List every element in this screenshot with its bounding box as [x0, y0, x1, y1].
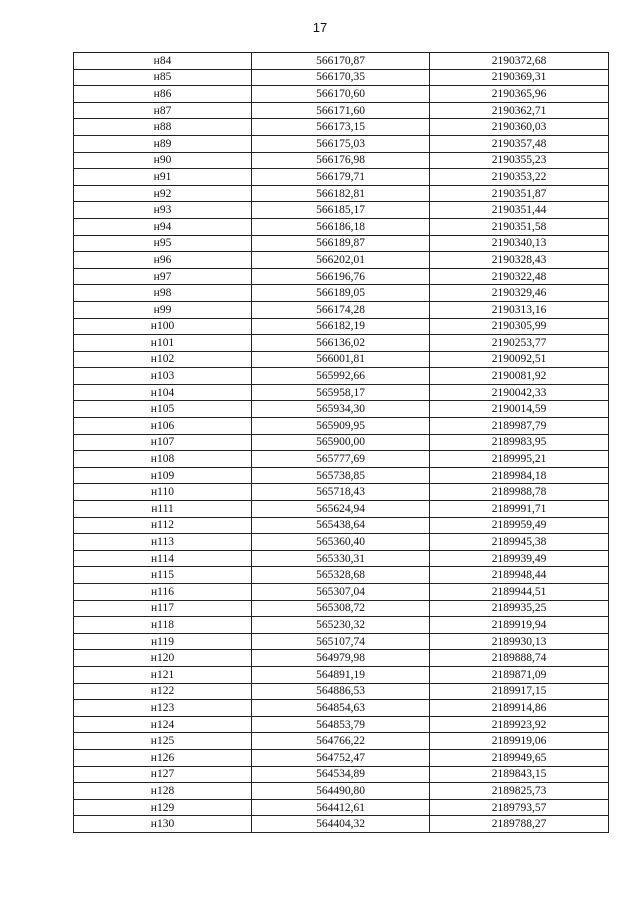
x-coordinate-cell: 566173,15 [252, 119, 430, 136]
table-row [74, 633, 609, 650]
point-id-cell: н126 [74, 749, 252, 766]
y-coordinate-cell: 2189949,65 [430, 749, 609, 766]
coordinates-table-body [74, 53, 609, 833]
table-row [74, 584, 609, 601]
y-coordinate-cell: 2190329,46 [430, 285, 609, 302]
y-coordinate-cell: 2189871,09 [430, 666, 609, 683]
point-id-cell: н121 [74, 666, 252, 683]
y-coordinate-cell: 2190328,43 [430, 252, 609, 269]
table-row [74, 368, 609, 385]
x-coordinate-cell: 566186,18 [252, 218, 430, 235]
y-coordinate-cell: 2189923,92 [430, 716, 609, 733]
point-id-cell: н122 [74, 683, 252, 700]
table-row [74, 617, 609, 634]
y-coordinate-cell: 2190305,99 [430, 318, 609, 335]
table-row [74, 733, 609, 750]
x-coordinate-cell: 564886,53 [252, 683, 430, 700]
point-id-cell: н90 [74, 152, 252, 169]
y-coordinate-cell: 2189930,13 [430, 633, 609, 650]
table-row [74, 152, 609, 169]
point-id-cell: н127 [74, 766, 252, 783]
x-coordinate-cell: 566171,60 [252, 102, 430, 119]
y-coordinate-cell: 2189945,38 [430, 534, 609, 551]
point-id-cell: н109 [74, 467, 252, 484]
table-row [74, 650, 609, 667]
x-coordinate-cell: 564490,80 [252, 783, 430, 800]
table-row [74, 235, 609, 252]
y-coordinate-cell: 2190362,71 [430, 102, 609, 119]
point-id-cell: н103 [74, 368, 252, 385]
x-coordinate-cell: 566001,81 [252, 351, 430, 368]
x-coordinate-cell: 566179,71 [252, 169, 430, 186]
point-id-cell: н87 [74, 102, 252, 119]
x-coordinate-cell: 564854,63 [252, 700, 430, 717]
table-row [74, 783, 609, 800]
y-coordinate-cell: 2189843,15 [430, 766, 609, 783]
point-id-cell: н107 [74, 434, 252, 451]
point-id-cell: н102 [74, 351, 252, 368]
y-coordinate-cell: 2189917,15 [430, 683, 609, 700]
x-coordinate-cell: 565230,32 [252, 617, 430, 634]
point-id-cell: н115 [74, 567, 252, 584]
x-coordinate-cell: 565958,17 [252, 384, 430, 401]
table-row [74, 351, 609, 368]
point-id-cell: н123 [74, 700, 252, 717]
x-coordinate-cell: 564891,19 [252, 666, 430, 683]
table-row [74, 600, 609, 617]
table-row [74, 301, 609, 318]
x-coordinate-cell: 565718,43 [252, 484, 430, 501]
x-coordinate-cell: 566185,17 [252, 202, 430, 219]
y-coordinate-cell: 2189788,27 [430, 816, 609, 833]
x-coordinate-cell: 565934,30 [252, 401, 430, 418]
x-coordinate-cell: 565624,94 [252, 501, 430, 518]
y-coordinate-cell: 2189939,49 [430, 550, 609, 567]
x-coordinate-cell: 566175,03 [252, 135, 430, 152]
x-coordinate-cell: 565738,85 [252, 467, 430, 484]
point-id-cell: н100 [74, 318, 252, 335]
table-row [74, 550, 609, 567]
y-coordinate-cell: 2189914,86 [430, 700, 609, 717]
point-id-cell: н89 [74, 135, 252, 152]
y-coordinate-cell: 2190355,23 [430, 152, 609, 169]
y-coordinate-cell: 2190372,68 [430, 53, 609, 70]
table-row [74, 268, 609, 285]
table-row [74, 119, 609, 136]
x-coordinate-cell: 566189,05 [252, 285, 430, 302]
y-coordinate-cell: 2190253,77 [430, 335, 609, 352]
point-id-cell: н129 [74, 799, 252, 816]
y-coordinate-cell: 2190313,16 [430, 301, 609, 318]
y-coordinate-cell: 2190014,59 [430, 401, 609, 418]
y-coordinate-cell: 2189944,51 [430, 584, 609, 601]
point-id-cell: н106 [74, 418, 252, 435]
point-id-cell: н101 [74, 335, 252, 352]
point-id-cell: н99 [74, 301, 252, 318]
point-id-cell: н110 [74, 484, 252, 501]
y-coordinate-cell: 2190365,96 [430, 86, 609, 103]
coordinates-table [73, 52, 609, 833]
x-coordinate-cell: 565438,64 [252, 517, 430, 534]
table-row [74, 202, 609, 219]
table-row [74, 816, 609, 833]
x-coordinate-cell: 565330,31 [252, 550, 430, 567]
y-coordinate-cell: 2189888,74 [430, 650, 609, 667]
table-row [74, 53, 609, 70]
point-id-cell: н108 [74, 451, 252, 468]
y-coordinate-cell: 2189959,49 [430, 517, 609, 534]
x-coordinate-cell: 566182,81 [252, 185, 430, 202]
y-coordinate-cell: 2190092,51 [430, 351, 609, 368]
y-coordinate-cell: 2189948,44 [430, 567, 609, 584]
point-id-cell: н95 [74, 235, 252, 252]
x-coordinate-cell: 564766,22 [252, 733, 430, 750]
y-coordinate-cell: 2190340,13 [430, 235, 609, 252]
point-id-cell: н128 [74, 783, 252, 800]
point-id-cell: н105 [74, 401, 252, 418]
y-coordinate-cell: 2190042,33 [430, 384, 609, 401]
x-coordinate-cell: 564979,98 [252, 650, 430, 667]
table-row [74, 567, 609, 584]
point-id-cell: н111 [74, 501, 252, 518]
x-coordinate-cell: 566196,76 [252, 268, 430, 285]
table-row [74, 534, 609, 551]
table-row [74, 318, 609, 335]
x-coordinate-cell: 565777,69 [252, 451, 430, 468]
table-row [74, 185, 609, 202]
y-coordinate-cell: 2189988,78 [430, 484, 609, 501]
table-row [74, 451, 609, 468]
y-coordinate-cell: 2190369,31 [430, 69, 609, 86]
x-coordinate-cell: 566170,87 [252, 53, 430, 70]
x-coordinate-cell: 566176,98 [252, 152, 430, 169]
y-coordinate-cell: 2189987,79 [430, 418, 609, 435]
y-coordinate-cell: 2189935,25 [430, 600, 609, 617]
x-coordinate-cell: 566170,35 [252, 69, 430, 86]
point-id-cell: н94 [74, 218, 252, 235]
table-row [74, 683, 609, 700]
table-row [74, 484, 609, 501]
y-coordinate-cell: 2189919,94 [430, 617, 609, 634]
point-id-cell: н117 [74, 600, 252, 617]
y-coordinate-cell: 2190081,92 [430, 368, 609, 385]
point-id-cell: н97 [74, 268, 252, 285]
table-row [74, 501, 609, 518]
x-coordinate-cell: 566170,60 [252, 86, 430, 103]
table-row [74, 418, 609, 435]
x-coordinate-cell: 565307,04 [252, 584, 430, 601]
y-coordinate-cell: 2189825,73 [430, 783, 609, 800]
point-id-cell: н114 [74, 550, 252, 567]
table-row [74, 666, 609, 683]
y-coordinate-cell: 2189995,21 [430, 451, 609, 468]
point-id-cell: н86 [74, 86, 252, 103]
y-coordinate-cell: 2189983,95 [430, 434, 609, 451]
table-row [74, 102, 609, 119]
table-row [74, 766, 609, 783]
x-coordinate-cell: 565107,74 [252, 633, 430, 650]
point-id-cell: н85 [74, 69, 252, 86]
x-coordinate-cell: 564404,32 [252, 816, 430, 833]
table-row [74, 517, 609, 534]
table-row [74, 799, 609, 816]
x-coordinate-cell: 564853,79 [252, 716, 430, 733]
table-row [74, 384, 609, 401]
x-coordinate-cell: 565360,40 [252, 534, 430, 551]
point-id-cell: н91 [74, 169, 252, 186]
point-id-cell: н125 [74, 733, 252, 750]
table-row [74, 467, 609, 484]
table-row [74, 434, 609, 451]
y-coordinate-cell: 2189919,06 [430, 733, 609, 750]
x-coordinate-cell: 566182,19 [252, 318, 430, 335]
x-coordinate-cell: 565308,72 [252, 600, 430, 617]
table-row [74, 401, 609, 418]
y-coordinate-cell: 2190322,48 [430, 268, 609, 285]
y-coordinate-cell: 2190351,87 [430, 185, 609, 202]
table-row [74, 700, 609, 717]
point-id-cell: н124 [74, 716, 252, 733]
table-row [74, 218, 609, 235]
x-coordinate-cell: 564752,47 [252, 749, 430, 766]
x-coordinate-cell: 565992,66 [252, 368, 430, 385]
x-coordinate-cell: 566202,01 [252, 252, 430, 269]
y-coordinate-cell: 2190351,44 [430, 202, 609, 219]
table-row [74, 135, 609, 152]
point-id-cell: н98 [74, 285, 252, 302]
point-id-cell: н113 [74, 534, 252, 551]
table-row [74, 335, 609, 352]
x-coordinate-cell: 566189,87 [252, 235, 430, 252]
y-coordinate-cell: 2190360,03 [430, 119, 609, 136]
point-id-cell: н118 [74, 617, 252, 634]
y-coordinate-cell: 2190353,22 [430, 169, 609, 186]
table-row [74, 86, 609, 103]
point-id-cell: н84 [74, 53, 252, 70]
point-id-cell: н93 [74, 202, 252, 219]
point-id-cell: н120 [74, 650, 252, 667]
x-coordinate-cell: 566136,02 [252, 335, 430, 352]
table-row [74, 69, 609, 86]
point-id-cell: н104 [74, 384, 252, 401]
y-coordinate-cell: 2190351,58 [430, 218, 609, 235]
table-row [74, 169, 609, 186]
table-row [74, 285, 609, 302]
x-coordinate-cell: 565900,00 [252, 434, 430, 451]
x-coordinate-cell: 566174,28 [252, 301, 430, 318]
table-row [74, 749, 609, 766]
point-id-cell: н96 [74, 252, 252, 269]
point-id-cell: н130 [74, 816, 252, 833]
y-coordinate-cell: 2190357,48 [430, 135, 609, 152]
y-coordinate-cell: 2189793,57 [430, 799, 609, 816]
point-id-cell: н116 [74, 584, 252, 601]
table-row [74, 716, 609, 733]
point-id-cell: н119 [74, 633, 252, 650]
point-id-cell: н112 [74, 517, 252, 534]
x-coordinate-cell: 564412,61 [252, 799, 430, 816]
y-coordinate-cell: 2189984,18 [430, 467, 609, 484]
x-coordinate-cell: 565909,95 [252, 418, 430, 435]
table-row [74, 252, 609, 269]
x-coordinate-cell: 565328,68 [252, 567, 430, 584]
page-number: 17 [312, 20, 328, 35]
point-id-cell: н88 [74, 119, 252, 136]
x-coordinate-cell: 564534,89 [252, 766, 430, 783]
y-coordinate-cell: 2189991,71 [430, 501, 609, 518]
point-id-cell: н92 [74, 185, 252, 202]
